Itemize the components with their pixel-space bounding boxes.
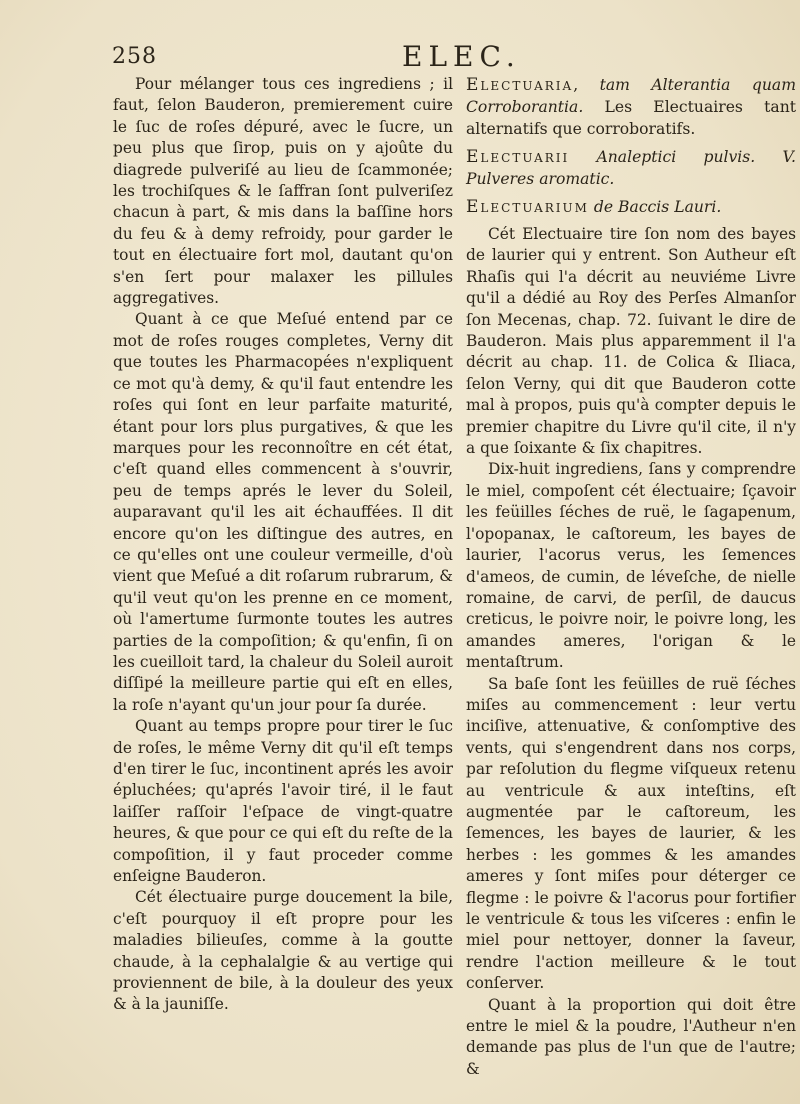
paragraph: Pour mélanger tous ces ingrediens ; il faut, ſelon Bauderon, premierement cuire le ſuc de roſes dépuré, avec le ſucre, un peu plus que ſirop, puis on y ajoûte du diagrede pulveriſé au lieu de ſcammonée; les trochiſques & le ſaffran ſont pulveriſez chacun à part, & mis dans la baſſine hors du feu & à demy refroidy, pour garder le tout en électuaire fort mol, dautant qu'on s'en ſert pour malaxer les pillules aggregatives.	[113, 75, 453, 308]
paragraph: Quant à ce que Meſué entend par ce mot de roſes rouges completes, Verny dit que toutes les Pharmacopées n'expliquent ce mot qu'à demy, & qu'il faut entendre les roſes qui ſont en leur parfaite maturité, étant pour lors plus purgatives, & que les marques pour les reconnoître en cét état, c'eſt quand elles commencent à s'ouvrir, peu de temps aprés le lever du Soleil, auparavant qu'il les ait échauffées. Il dit encore qu'on les diſtingue des autres, en ce qu'elles ont une couleur vermeille, d'où vient que Meſué a dit roſarum rubrarum, & qu'il veut qu'on les prenne en ce moment, où l'amertume ſurmonte toutes les autres parties de la compoſition; & qu'enfin, ſi on les cueilloit tard, la chaleur du Soleil auroit diſſipé la meilleure partie qui eſt en elles, la roſe n'ayant qu'un jour pour ſa durée.	[113, 310, 453, 714]
entry-heading-reference: V. Pulveres aromatic.	[466, 148, 796, 188]
entry-heading-title: Electuarium	[466, 197, 589, 217]
entry-heading-latin: Analeptici pulvis.	[596, 148, 756, 166]
left-column	[113, 74, 453, 1016]
running-head: ELEC.	[402, 40, 521, 73]
entry-heading: Electuaria, tam Alterantia quam Corroborantia. Les Electuaires tant alternatifs que corroboratifs.	[466, 75, 796, 138]
paragraph: Sa baſe ſont les feüilles de ruë ſéches miſes au commencement : leur vertu inciſive, attenuative, & conſomptive des vents, qui s'engendrent dans nos corps, par reſolution du flegme viſqueux retenu au ventricule & aux inteſtins, eſt augmentée par le caſtoreum, les ſemences, les bayes de laurier, & les herbes : les gommes & les amandes ameres y ſont miſes pour déterger ce flegme : le poivre & l'acorus pour fortifier le ventricule & tous les viſceres : enfin le miel pour nettoyer, donner la ſaveur, rendre l'action meilleure & le tout conſerver.	[466, 674, 796, 993]
paragraph: Dix-huit ingrediens, ſans y comprendre le miel, compoſent cét électuaire; ſçavoir les feüilles ſéches de ruë, le ſagapenum, l'opopanax, le caſtoreum, les bayes de laurier, l'acorus verus, les ſemences d'ameos, de cumin, de léveſche, de nielle romaine, de carvi, de perſil, de daucus creticus, le poivre noir, le poivre long, les amandes ameres, l'origan & le mentaſtrum.	[466, 460, 796, 672]
entry-heading-latin: tam Alterantia quam Corroborantia.	[466, 76, 796, 116]
right-column	[466, 74, 796, 1080]
entry-heading-title: Electuarii	[466, 147, 570, 167]
paragraph: Quant au temps propre pour tirer le ſuc de roſes, le même Verny dit qu'il eſt temps d'en tirer le ſuc, incontinent aprés les avoir épluchées; qu'aprés l'avoir tiré, il le faut laiſſer raſſoir l'eſpace de vingt-quatre heures, & que pour ce qui eſt du reſte de la compoſition, il y faut proceder comme enſeigne Bauderon.	[113, 717, 453, 886]
paragraph: Cét électuaire purge doucement la bile, c'eſt pourquoy il eſt propre pour les maladies bilieuſes, comme à la goutte chaude, à la cephalalgie & au vertige qui proviennent de bile, à la douleur des yeux & à la jauniſſe.	[113, 888, 453, 1014]
paragraph: Cét Electuaire tire ſon nom des bayes de laurier qui y entrent. Son Autheur eſt Rhaſis qui l'a décrit au neuviéme Livre qu'il a dédié au Roy des Perſes Almanſor ſon Mecenas, chap. 72. ſuivant le dire de Bauderon. Mais plus apparemment il l'a décrit au chap. 11. de Colica & Iliaca, ſelon Verny, qui dit que Bauderon cotte mal à propos, puis qu'à compter depuis le premier chapitre du Livre qu'il cite, il n'y a que ſoixante & ſix chapitres.	[466, 225, 796, 458]
page-number: 258	[112, 44, 157, 69]
entry-heading	[466, 196, 796, 218]
entry-heading-french: Les Electuaires tant alternatifs que corroboratifs.	[466, 98, 796, 138]
entry-heading-title: Electuaria	[466, 75, 574, 95]
entry-heading	[466, 146, 796, 190]
entry-heading-latin: de Baccis Lauri.	[593, 198, 722, 216]
paragraph: Quant à la proportion qui doit être entre le miel & la poudre, l'Autheur n'en demande pas plus de l'un que de l'autre; &	[466, 995, 796, 1078]
